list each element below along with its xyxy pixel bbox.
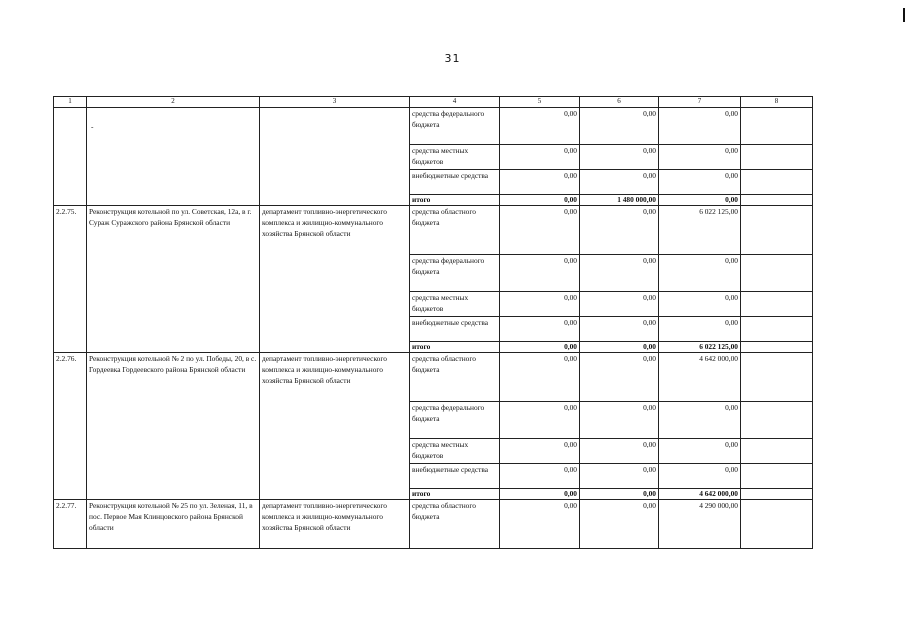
- item-executor: департамент топливно-энергетического комплекса и жилищно-коммунального хозяйства Брянской области: [260, 206, 410, 353]
- empty-cell: [741, 439, 813, 464]
- total-value: 0,00: [580, 342, 659, 353]
- value-cell: 4 642 000,00: [659, 353, 741, 402]
- header-cell: 8: [741, 97, 813, 108]
- source-cell: средства областного бюджета: [410, 206, 500, 255]
- source-cell: внебюджетные средства: [410, 170, 500, 195]
- total-value: 0,00: [659, 195, 741, 206]
- header-cell: 1: [54, 97, 87, 108]
- empty-cell: [741, 317, 813, 342]
- table-row: [54, 108, 813, 145]
- value-cell: 0,00: [500, 402, 580, 439]
- value-cell: 0,00: [500, 170, 580, 195]
- value-cell: 0,00: [500, 500, 580, 549]
- item-number: 2.2.77.: [54, 500, 87, 549]
- value-cell: 0,00: [659, 464, 741, 489]
- value-cell: 0,00: [659, 255, 741, 292]
- value-cell: 4 290 000,00: [659, 500, 741, 549]
- item-executor: департамент топливно-энергетического комплекса и жилищно-коммунального хозяйства Брянской области: [260, 353, 410, 500]
- value-cell: 0,00: [580, 439, 659, 464]
- value-cell: 0,00: [580, 464, 659, 489]
- value-cell: 0,00: [580, 292, 659, 317]
- value-cell: 0,00: [500, 292, 580, 317]
- value-cell: 0,00: [500, 255, 580, 292]
- executor-cell: [260, 108, 410, 206]
- value-cell: 0,00: [580, 170, 659, 195]
- item-number-cell: [54, 108, 87, 206]
- empty-cell: [741, 108, 813, 145]
- value-cell: 0,00: [580, 402, 659, 439]
- header-cell: 4: [410, 97, 500, 108]
- value-cell: 0,00: [659, 402, 741, 439]
- value-cell: 0,00: [659, 170, 741, 195]
- item-name: Реконструкция котельной по ул. Советская, 12а, в г. Сураж Суражского района Брянской области: [87, 206, 260, 353]
- value-cell: 6 022 125,00: [659, 206, 741, 255]
- dash-mark: -: [91, 122, 94, 131]
- table-row: [54, 353, 813, 402]
- item-number: 2.2.75.: [54, 206, 87, 353]
- value-cell: 0,00: [659, 439, 741, 464]
- item-name: Реконструкция котельной № 2 по ул. Победы, 20, в с. Гордеевка Гордеевского района Брянской области: [87, 353, 260, 500]
- empty-cell: [741, 500, 813, 549]
- source-cell: средства местных бюджетов: [410, 439, 500, 464]
- table-row: [54, 206, 813, 255]
- item-name-cell: [87, 108, 260, 206]
- source-cell: средства федерального бюджета: [410, 255, 500, 292]
- empty-cell: [741, 170, 813, 195]
- value-cell: 0,00: [500, 206, 580, 255]
- header-cell: 7: [659, 97, 741, 108]
- empty-cell: [741, 255, 813, 292]
- page-number: 31: [444, 52, 461, 65]
- value-cell: 0,00: [500, 464, 580, 489]
- table-row: [54, 500, 813, 549]
- header-cell: 6: [580, 97, 659, 108]
- value-cell: 0,00: [500, 317, 580, 342]
- empty-cell: [741, 145, 813, 170]
- source-cell: средства местных бюджетов: [410, 292, 500, 317]
- total-value: 0,00: [500, 489, 580, 500]
- empty-cell: [741, 402, 813, 439]
- source-cell: средства областного бюджета: [410, 353, 500, 402]
- empty-cell: [741, 464, 813, 489]
- header-cell: 5: [500, 97, 580, 108]
- item-executor: департамент топливно-энергетического комплекса и жилищно-коммунального хозяйства Брянской области: [260, 500, 410, 549]
- total-value: 0,00: [580, 489, 659, 500]
- value-cell: 0,00: [580, 206, 659, 255]
- empty-cell: [741, 342, 813, 353]
- value-cell: 0,00: [659, 292, 741, 317]
- total-value: 0,00: [500, 342, 580, 353]
- total-label: итого: [410, 489, 500, 500]
- total-label: итого: [410, 342, 500, 353]
- source-cell: средства федерального бюджета: [410, 402, 500, 439]
- value-cell: 0,00: [500, 439, 580, 464]
- value-cell: 0,00: [580, 353, 659, 402]
- value-cell: 0,00: [580, 500, 659, 549]
- total-label: итого: [410, 195, 500, 206]
- value-cell: 0,00: [500, 145, 580, 170]
- value-cell: 0,00: [580, 108, 659, 145]
- empty-cell: [741, 353, 813, 402]
- header-cell: 3: [260, 97, 410, 108]
- header-cell: 2: [87, 97, 260, 108]
- value-cell: 0,00: [500, 108, 580, 145]
- value-cell: 0,00: [659, 108, 741, 145]
- budget-table: [53, 96, 813, 549]
- source-cell: средства местных бюджетов: [410, 145, 500, 170]
- source-cell: внебюджетные средства: [410, 464, 500, 489]
- value-cell: 0,00: [580, 255, 659, 292]
- item-name: Реконструкция котельной № 25 по ул. Зеленая, 11, в пос. Первое Мая Клинцовского района Брянской области: [87, 500, 260, 549]
- source-cell: средства федерального бюджета: [410, 108, 500, 145]
- value-cell: 0,00: [500, 353, 580, 402]
- source-cell: внебюджетные средства: [410, 317, 500, 342]
- value-cell: 0,00: [580, 317, 659, 342]
- value-cell: 0,00: [659, 317, 741, 342]
- total-value: 1 480 000,00: [580, 195, 659, 206]
- total-value: 0,00: [500, 195, 580, 206]
- item-number: 2.2.76.: [54, 353, 87, 500]
- total-value: 4 642 000,00: [659, 489, 741, 500]
- value-cell: 0,00: [580, 145, 659, 170]
- empty-cell: [741, 489, 813, 500]
- total-value: 6 022 125,00: [659, 342, 741, 353]
- empty-cell: [741, 195, 813, 206]
- empty-cell: [741, 292, 813, 317]
- source-cell: средства областного бюджета: [410, 500, 500, 549]
- value-cell: 0,00: [659, 145, 741, 170]
- header-row: [54, 97, 813, 108]
- empty-cell: [741, 206, 813, 255]
